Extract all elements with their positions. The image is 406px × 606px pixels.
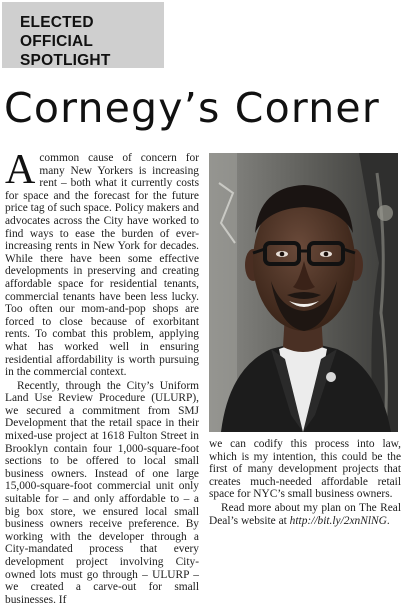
banner-line-2: SPOTLIGHT	[20, 52, 111, 69]
article-link[interactable]: http://bit.ly/2xnNlNG	[289, 514, 387, 527]
article-paragraph-1-text: common cause of concern for many New Yorkers is increasing rent – both what it currently costs for space and the forecast for the future price tag of such space. Policy makers and advocates across the City have worked to find ways to ease the burden of ever-increasing rents in New York for decades. While there have been some effective developments in preserving and creating affordable space for residential tenants, commercial tenants have been less lucky. Too often our mom-and-pop shops are forced to close because of exorbitant rents. To combat this problem, applying what has worked well in ensuring residential affordability is worth pursuing in the commercial context.	[5, 152, 199, 379]
article-paragraph-4-end: .	[386, 514, 390, 527]
article-column-right	[209, 438, 401, 527]
headline: Cornegy’s Corner	[4, 84, 380, 132]
section-banner	[2, 2, 164, 68]
drop-cap: A	[5, 147, 36, 193]
portrait-illustration	[209, 153, 398, 432]
portrait-photo	[209, 153, 398, 432]
article-paragraph-1	[5, 147, 199, 379]
article-paragraph-3: we can codify this process into law, which is my intention, this could be the first of many development projects that creates much-needed affordable retail space for NYC’s small business owners.	[209, 438, 401, 501]
article-paragraph-4-text: Read more about my plan on The Real Deal’s website at	[209, 501, 401, 527]
banner-line-1: ELECTED OFFICIAL	[20, 14, 94, 50]
article-column-left	[5, 147, 199, 606]
article-paragraph-2: Recently, through the City’s Uniform Land Use Review Procedure (ULURP), we secured a commitment from SMJ Development that the retail space in their mixed-use project at 1618 Fulton Street in Brooklyn contain four 1,000-square-foot sections to be offered to local small business owners. Instead of one large 15,000-square-foot commercial unit only suitable for – and only affordable to – a big box store, we ensured local small business owners receive preference. By working with the developer through a City-mandated process that every development project involving City-owned lots must go through – ULURP – we created a carve-out for small businesses. If	[5, 379, 199, 606]
article-paragraph-4	[209, 502, 401, 527]
